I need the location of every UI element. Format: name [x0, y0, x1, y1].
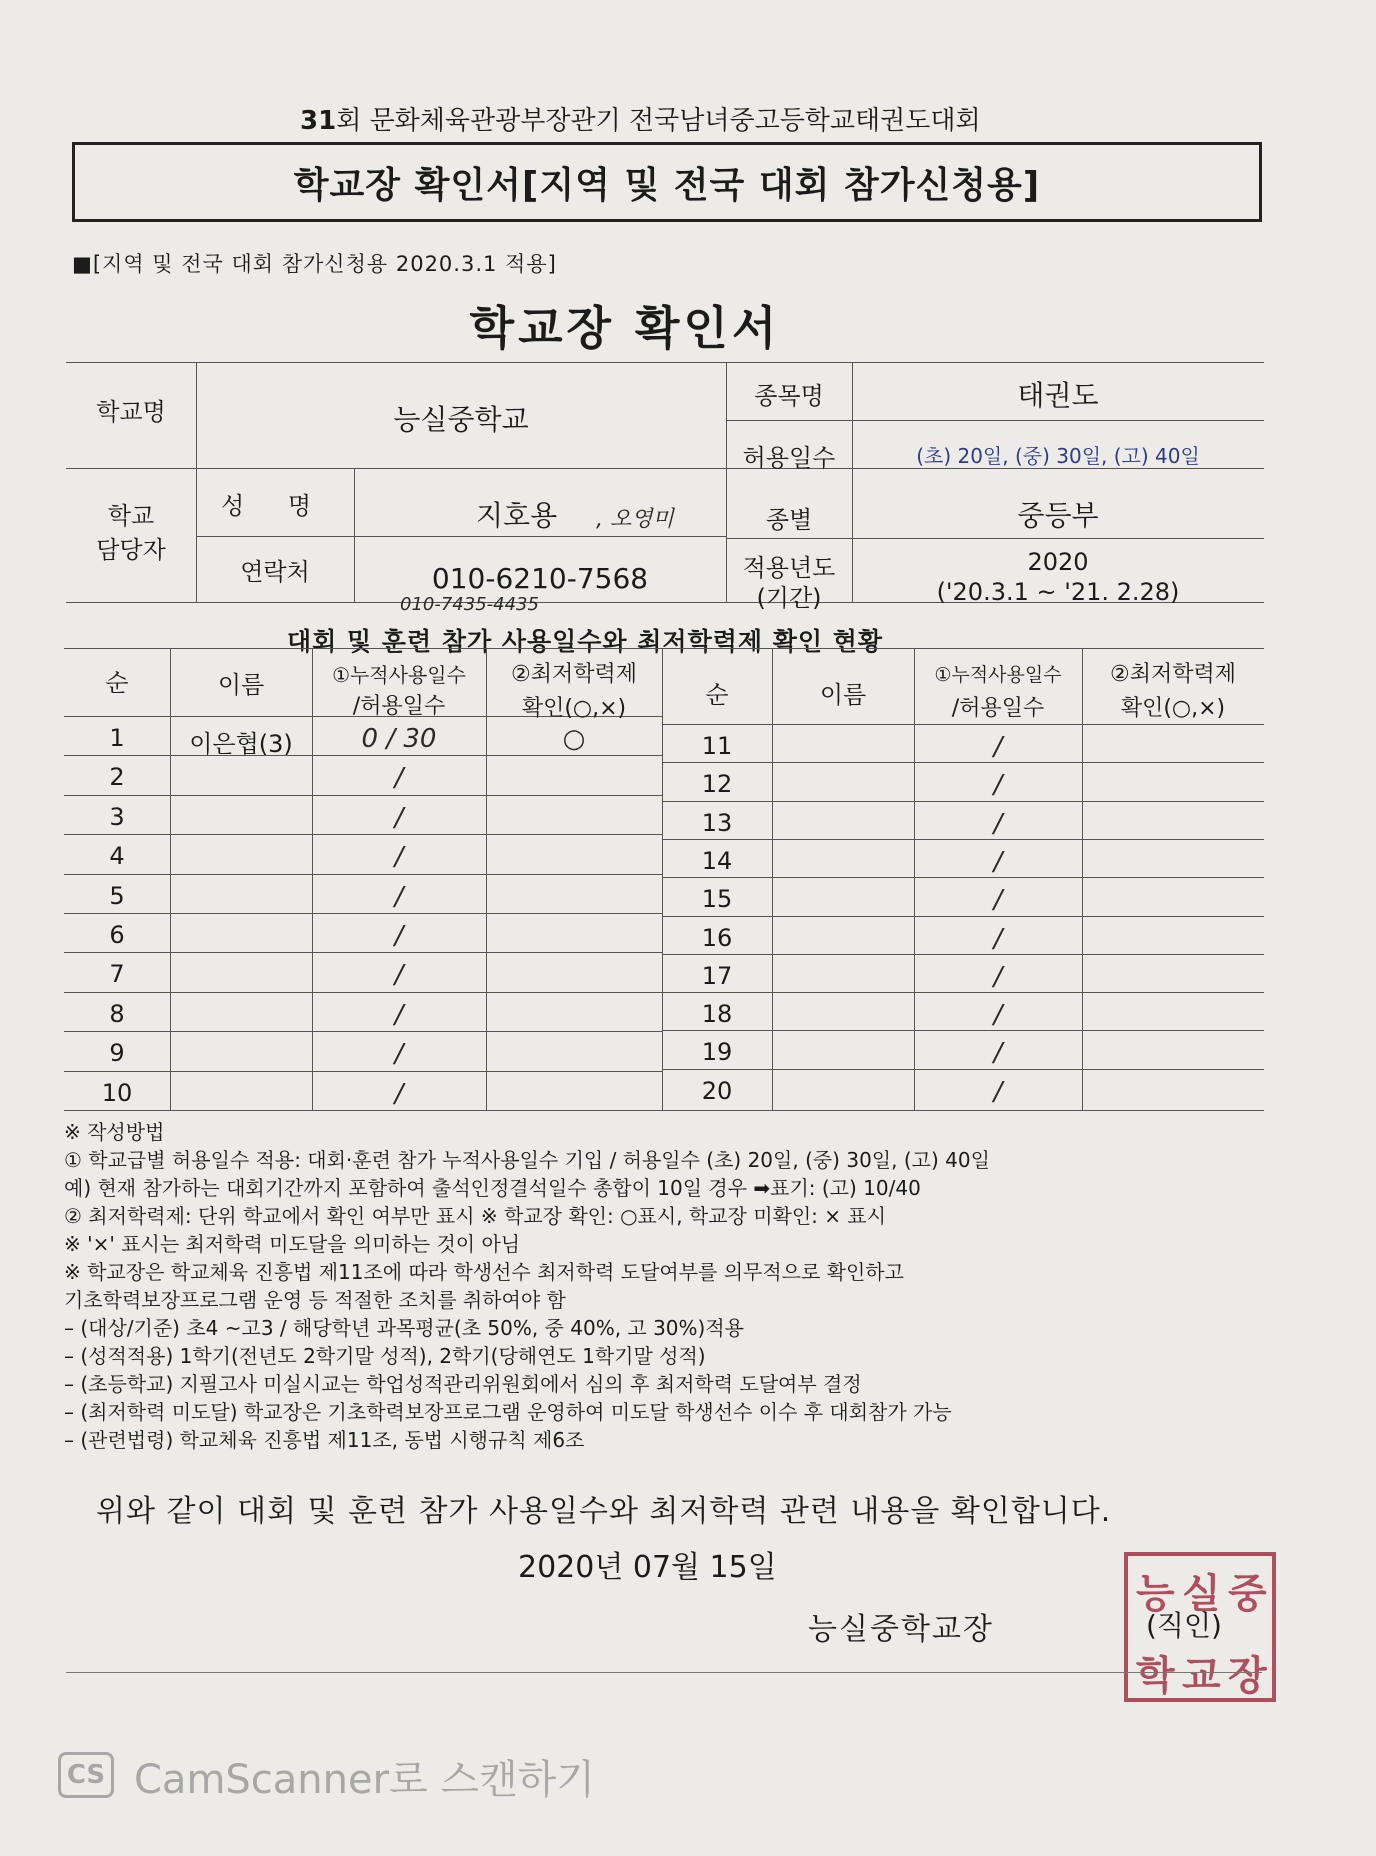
row-days: /: [394, 842, 404, 873]
row-divider: [662, 916, 1264, 917]
instruction-line: ② 최저학력제: 단위 학교에서 확인 여부만 표시 ※ 학교장 확인: ○표시, 학교장 미확인: × 표시: [64, 1204, 887, 1228]
row-no: 1: [109, 724, 125, 752]
row-days: /: [993, 923, 1003, 954]
division-label: 종별: [765, 506, 813, 534]
name-label: 성 명: [221, 492, 329, 520]
instruction-line: – (관련법령) 학교체육 진흥법 제11조, 동법 시행규칙 제6조: [64, 1428, 585, 1452]
header-name-left: 이름: [217, 671, 265, 699]
seal-char: 실: [1182, 1571, 1221, 1617]
row-days: /: [394, 802, 404, 833]
row-divider: [64, 874, 662, 875]
row-days: /: [993, 1000, 1003, 1031]
row-divider: [662, 1069, 1264, 1070]
row-no: 11: [701, 732, 733, 760]
divider: [196, 536, 726, 537]
form-note: ■[지역 및 전국 대회 참가신청용 2020.3.1 적용]: [72, 252, 557, 276]
confirmation-sentence: 위와 같이 대회 및 훈련 참가 사용일수와 최저학력 관련 내용을 확인합니다.: [96, 1494, 1112, 1529]
row-divider: [64, 913, 662, 914]
row-no: 20: [701, 1076, 733, 1105]
contact-handwritten: 010-7435-4435: [400, 594, 539, 615]
instruction-line: – (성적적용) 1학기(전년도 2학기말 성적), 2학기(당해연도 1학기말 성적): [64, 1344, 706, 1368]
header-days-right-2: /허용일수: [951, 696, 1045, 721]
camscanner-watermark: CamScanner로 스캔하기: [134, 1757, 595, 1803]
row-days: /: [394, 960, 404, 991]
competition-number: 31: [300, 106, 337, 136]
instruction-line: ※ 작성방법: [64, 1120, 165, 1144]
row-divider: [662, 877, 1264, 878]
header-days-left-2: /허용일수: [352, 694, 446, 719]
row-no: 13: [701, 808, 733, 837]
divider: [662, 724, 1264, 725]
row-no: 8: [109, 999, 125, 1028]
instruction-line: ※ 학교장은 학교체육 진흥법 제11조에 따라 학생선수 최저학력 도달여부를 의무적으로 확인하고: [64, 1260, 904, 1284]
allowed-days-value: (초) 20일, (중) 30일, (고) 40일: [916, 444, 1200, 468]
form-title-box: [72, 142, 1262, 222]
row-days: /: [394, 921, 404, 951]
row-no: 6: [109, 921, 125, 949]
year-value: 2020: [1027, 548, 1089, 576]
period-value: ('20.3.1 ~ '21. 2.28): [936, 578, 1180, 606]
sign-date: 2020년 07월 15일: [518, 1550, 777, 1585]
divider: [66, 362, 1264, 363]
row-divider: [64, 795, 662, 796]
manager-name: 지호용: [476, 499, 558, 532]
row-divider: [662, 992, 1264, 993]
row-divider: [662, 954, 1264, 955]
row-days: /: [394, 999, 404, 1030]
row-no: 15: [701, 885, 733, 914]
header-grade-right-1: ②최저학력제: [1110, 662, 1236, 687]
divider: [170, 648, 171, 1110]
manager-label-line2: 담당자: [96, 536, 166, 564]
header-name-right: 이름: [819, 681, 867, 709]
row-no: 17: [701, 961, 733, 990]
row-no: 12: [701, 770, 733, 799]
row-days: /: [394, 1078, 404, 1109]
header-no-right: 순: [705, 681, 729, 709]
school-name-label: 학교명: [96, 398, 166, 426]
row-divider: [64, 992, 662, 993]
row-divider: [64, 1071, 662, 1072]
divider: [726, 420, 1264, 421]
row-days: /: [993, 1038, 1003, 1069]
manager-label-line1: 학교: [107, 502, 155, 530]
row-no: 18: [701, 1000, 733, 1029]
header-grade-left-2: 확인(○,×): [521, 696, 627, 721]
row-days: /: [993, 961, 1003, 992]
row-divider: [64, 834, 662, 835]
contact-label: 연락처: [240, 558, 310, 586]
instruction-line: ※ '×' 표시는 최저학력 미도달을 의미하는 것이 아님: [64, 1232, 521, 1256]
row-no: 2: [109, 763, 125, 792]
header-days-left-1: ①누적사용일수: [332, 663, 466, 687]
event-value: 태권도: [1017, 379, 1099, 412]
row-grade: ○: [562, 724, 586, 754]
seal-label: (직인): [1146, 1609, 1222, 1642]
row-days: /: [394, 881, 404, 912]
instruction-line: – (대상/기준) 초4 ~고3 / 해당학년 과목평균(초 50%, 중 40%, 고 30%)적용: [64, 1316, 744, 1340]
row-days: /: [993, 770, 1003, 801]
instruction-line: – (최저학력 미도달) 학교장은 기초학력보장프로그램 운영하여 미도달 학생선수 이수 후 대회참가 가능: [64, 1400, 952, 1424]
header-grade-right-2: 확인(○,×): [1120, 696, 1226, 721]
contact-value: 010-6210-7568: [431, 562, 649, 595]
row-no: 16: [701, 923, 733, 952]
row-no: 19: [701, 1038, 733, 1067]
row-divider: [662, 1030, 1264, 1031]
allowed-days-label: 허용일수: [742, 444, 836, 472]
instruction-line: 기초학력보장프로그램 운영 등 적절한 조치를 취하여야 함: [64, 1288, 566, 1312]
instruction-line: ① 학교급별 허용일수 적용: 대회·훈련 참가 누적사용일수 기입 / 허용일수 (초) 20일, (중) 30일, (고) 40일: [64, 1148, 990, 1172]
seal-char: 교: [1182, 1653, 1221, 1699]
manager-name-handwritten: , 오영미: [596, 507, 674, 532]
row-days: /: [394, 1039, 404, 1070]
seal-char: 학: [1136, 1653, 1175, 1699]
row-no: 9: [109, 1039, 125, 1068]
row-days: /: [993, 846, 1003, 877]
row-days: /: [993, 885, 1003, 916]
row-days: 0 / 30: [361, 724, 437, 754]
divider: [64, 648, 1264, 649]
divider: [726, 538, 1264, 539]
status-table-title: 대회 및 훈련 참가 사용일수와 최저학력제 확인 현황: [286, 627, 884, 656]
row-days: /: [993, 808, 1003, 839]
year-label-line1: 적용년도: [742, 554, 836, 582]
year-label-line2: (기간): [756, 584, 822, 612]
header-days-right-1: ①누적사용일수: [934, 664, 1062, 686]
seal-char: 능: [1136, 1571, 1175, 1617]
row-divider: [662, 801, 1264, 802]
seal-char: 중: [1228, 1571, 1267, 1617]
event-label: 종목명: [754, 382, 824, 410]
camscanner-logo-icon: [58, 1752, 114, 1798]
row-divider: [662, 839, 1264, 840]
competition-name: [300, 100, 1060, 137]
header-no-left: 순: [105, 669, 129, 697]
row-no: 7: [109, 960, 125, 989]
school-name: 능실중학교: [393, 403, 529, 436]
row-no: 14: [701, 846, 733, 875]
page-title: 학교장 확인서: [469, 301, 781, 355]
header-grade-left-1: ②최저학력제: [511, 662, 637, 687]
camscanner-logo-text: CS: [66, 1760, 106, 1790]
bottom-divider: [66, 1672, 1262, 1673]
row-divider: [662, 762, 1264, 763]
division-value: 중등부: [1017, 499, 1099, 532]
row-no: 4: [109, 842, 125, 871]
row-days: /: [394, 763, 404, 794]
row-no: 10: [101, 1078, 133, 1107]
principal-title: 능실중학교장: [808, 1612, 994, 1647]
writing-instructions: [64, 1118, 990, 1454]
row-no: 3: [109, 802, 125, 831]
row-days: /: [993, 1076, 1003, 1107]
divider: [772, 648, 773, 1110]
row-divider: [64, 755, 662, 756]
row-no: 5: [109, 881, 125, 910]
row-days: /: [993, 732, 1003, 762]
row-divider: [64, 952, 662, 953]
row-divider: [64, 1031, 662, 1032]
divider: [64, 1110, 1264, 1111]
form-title: 학교장 확인서[지역 및 전국 대회 참가신청용]: [293, 164, 1041, 206]
seal-char: 장: [1228, 1653, 1267, 1699]
competition-title: 회 문화체육관광부장관기 전국남녀중고등학교태권도대회: [336, 106, 981, 136]
instruction-line: 예) 현재 참가하는 대회기간까지 포함하여 출석인정결석일수 총합이 10일 경우 ➡표기: (고) 10/40: [64, 1176, 921, 1200]
instruction-line: – (초등학교) 지필고사 미실시교는 학업성적관리위원회에서 심의 후 최저학력 도달여부 결정: [64, 1372, 862, 1396]
row-name: 이은협(3): [189, 730, 293, 758]
